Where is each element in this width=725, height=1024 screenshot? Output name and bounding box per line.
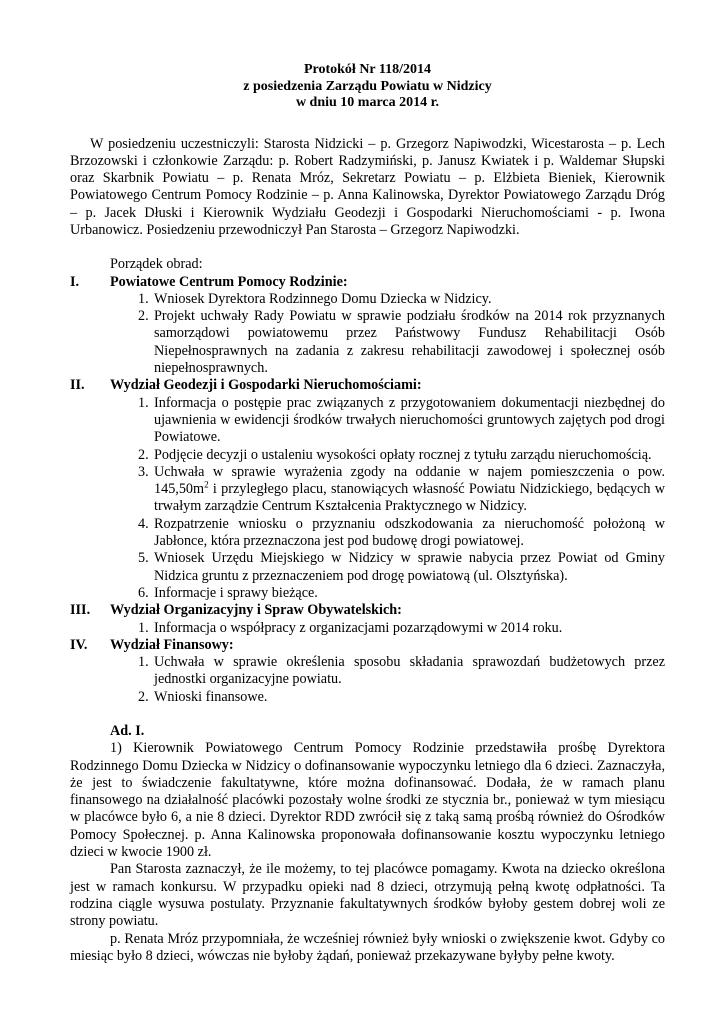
- section-title: Wydział Finansowy:: [110, 636, 234, 653]
- item-text: Informacja o postępie prac związanych z przygotowaniem dokumentacji niezbędnej do ujawnienia w ewidencji środków trwałych nieruchomości gruntowych zajętych pod drogi Powiatowe.: [154, 394, 665, 446]
- item-number: 3.: [138, 463, 149, 480]
- item-number: 4.: [138, 515, 149, 532]
- item-text: Uchwała w sprawie określenia sposobu składania sprawozdań budżetowych przez jednostki organizacyjne powiatu.: [154, 654, 665, 688]
- ad-section-heading: Ad. I.: [110, 723, 145, 739]
- section-title: Wydział Geodezji i Gospodarki Nieruchomościami:: [110, 377, 422, 394]
- agenda-item: [70, 516, 665, 551]
- item-text: Wniosek Urzędu Miejskiego w Nidzicy w sprawie nabycia przez Powiat od Gminy Nidzica gruntu z przeznaczeniem pod drogę powiatową (ul. Olsztyńska).: [154, 550, 665, 584]
- item-text: Informacje i sprawy bieżące.: [154, 584, 318, 601]
- item-number: 2.: [138, 308, 149, 325]
- attendance-paragraph: W posiedzeniu uczestniczyli: Starosta Nidzicki – p. Grzegorz Napiwodzki, Wicestarosta – p. Lech Brzozowski i członkowie Zarządu: p. Robert Radzymiński, p. Janusz Kwiatek i p. Waldemar Słupski oraz Skarbnik Powiatu – p. Renata Mróz, Sekretarz Powiatu – p. Elżbieta Bieniek, Kierownik Powiatowego Centrum Pomocy Rodzinie – p. Anna Kalinowska, Dyrektor Powiatowego Zarządu Dróg – p. Jacek Dłuski i Kierownik Wydziału Geodezji i Gospodarki Nieruchomościami - p. Iwona Urbanowicz. Posiedzeniu przewodniczył Pan Starosta – Grzegorz Napiwodzki.: [70, 135, 665, 238]
- agenda-item: [70, 585, 665, 602]
- item-number: 2.: [138, 446, 149, 463]
- agenda-item: [70, 464, 665, 516]
- body-paragraph: 1) Kierownik Powiatowego Centrum Pomocy Rodzinie przedstawiła prośbę Dyrektora Rodzinnego Domu Dziecka w Nidzicy o dofinansowanie wypoczynku letniego dla 6 dzieci. Zaznaczyła, że jest to świadczenie fakultatywne, które można dofinansować. Dodała, że w ramach planu finansowego na działalność placówki pozostały wolne środki ze stycznia br., ponieważ w tym miesiącu w placówce było 6, a nie 8 dzieci. Dyrektor RDD zwrócił się z taką samą prośbą również do Ośrodków Pomocy Społecznej. p. Anna Kalinowska proponowała dofinansowanie kosztu wypoczynku letniego dzieci w kwocie 1900 zł.: [70, 740, 665, 861]
- agenda-section-1: [70, 274, 665, 291]
- section-number: III.: [70, 602, 91, 619]
- section-number: I.: [70, 273, 80, 290]
- agenda-item: [70, 395, 665, 447]
- agenda-section-2: [70, 377, 665, 394]
- item-text: Wniosek Dyrektora Rodzinnego Domu Dziecka w Nidzicy.: [154, 290, 492, 307]
- item-number: 1.: [138, 394, 149, 411]
- superscript: 2: [204, 479, 209, 490]
- agenda-section-4: [70, 637, 665, 654]
- item-text: Projekt uchwały Rady Powiatu w sprawie podziału środków na 2014 rok przyznanych samorządowi powiatowemu przez Państwowy Fundusz Rehabilitacji Osób Niepełnosprawnych na zadania z zakresu rehabilitacji zawodowej i społecznej osób niepełnosprawnych.: [154, 308, 665, 377]
- item-text: Wnioski finansowe.: [154, 688, 268, 705]
- item-number: 2.: [138, 688, 149, 705]
- agenda-item: [70, 620, 665, 637]
- agenda-section-3: [70, 602, 665, 619]
- body-paragraph: p. Renata Mróz przypomniała, że wcześniej również były wnioski o zwiększenie kwot. Gdyby co miesiąc było 8 dzieci, wówczas nie byłoby żądań, ponieważ przekazywane byłyby pełne kwoty.: [70, 930, 665, 964]
- item-text: Rozpatrzenie wniosku o przyznaniu odszkodowania za nieruchomość położoną w Jabłonce, która przeznaczona jest pod budowę drogi powiatowej.: [154, 515, 665, 550]
- item-number: 6.: [138, 584, 149, 601]
- item-text-part: Uchwała w sprawie wyrażenia zgody na oddanie w najem pomieszczenia o pow. 145,50m: [154, 463, 665, 498]
- agenda-item: [70, 550, 665, 585]
- item-text: [154, 464, 665, 516]
- section-number: II.: [70, 377, 85, 394]
- agenda-item: [70, 291, 665, 308]
- item-number: 1.: [138, 290, 149, 307]
- agenda-item: [70, 689, 665, 706]
- agenda-item: [70, 308, 665, 377]
- body-paragraph: Pan Starosta zaznaczył, że ile możemy, to tej placówce pomagamy. Kwota na dziecko określona jest w ramach konkursu. W przypadku opieki nad 8 dzieci, otrzymują pełną kwotę odpłatności. Ta rodzina ciągle wysuwa postulaty. Przyznanie fakultatywnych środków byłoby gestem dobrej woli ze strony powiatu.: [70, 861, 665, 930]
- agenda-item: [70, 654, 665, 689]
- section-title: Powiatowe Centrum Pomocy Rodzinie:: [110, 273, 348, 290]
- document-page: [70, 62, 665, 965]
- document-title: [70, 62, 665, 112]
- agenda-item: [70, 447, 665, 464]
- title-line-2: z posiedzenia Zarządu Powiatu w Nidzicy: [243, 78, 492, 94]
- item-number: 1.: [138, 654, 149, 671]
- section-title: Wydział Organizacyjny i Spraw Obywatelskich:: [110, 602, 402, 619]
- title-line-1: Protokół Nr 118/2014: [303, 62, 432, 77]
- title-line-3: w dniu 10 marca 2014 r.: [295, 95, 440, 110]
- item-text: Podjęcie decyzji o ustaleniu wysokości opłaty rocznej z tytułu zarządu nieruchomością.: [154, 446, 652, 463]
- agenda-label: Porządek obrad:: [110, 256, 203, 273]
- item-number: 5.: [138, 550, 149, 567]
- item-text-part: i przyległego placu, stanowiących własność Powiatu Nidzickiego, będących w trwałym zarządzie Centrum Kształcenia Praktycznego w Nidzicy.: [154, 481, 665, 515]
- item-number: 1.: [138, 619, 149, 636]
- item-text: Informacja o współpracy z organizacjami pozarządowymi w 2014 roku.: [154, 619, 563, 636]
- section-number: IV.: [70, 636, 88, 653]
